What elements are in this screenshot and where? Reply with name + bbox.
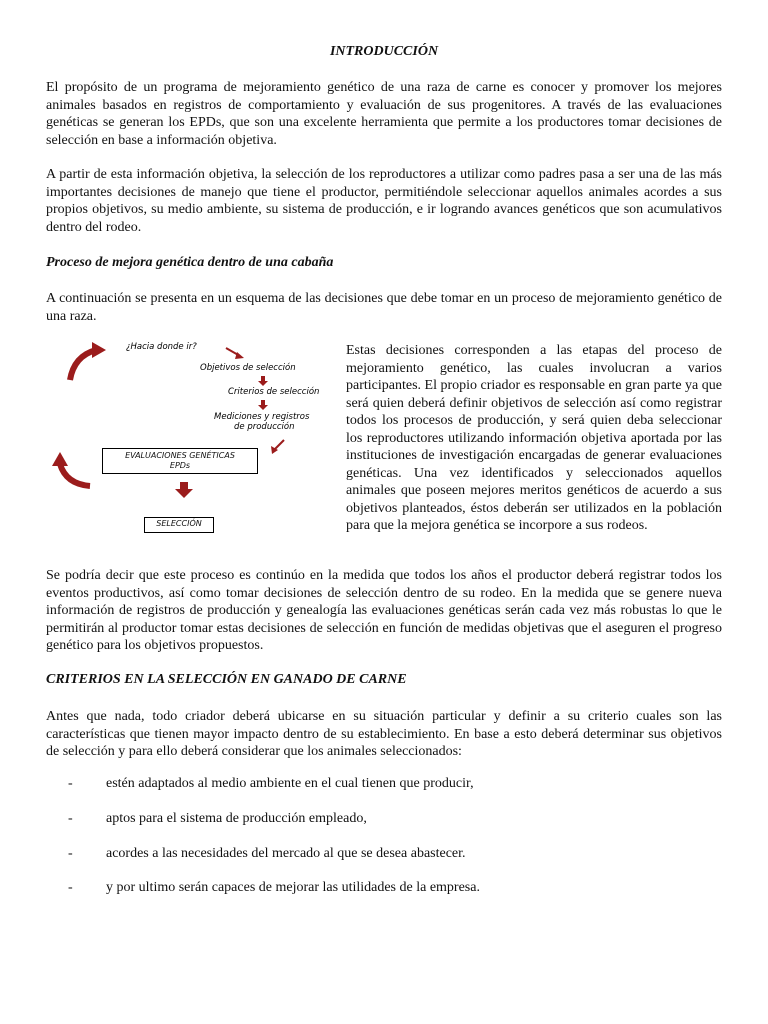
box-evaluaciones xyxy=(102,448,258,474)
paragraph-objective-selection: A partir de esta información objetiva, la selección de los reproductores a utilizar como padres pasa a ser una de las más importantes decisiones de manejo que tiene el productor, permitiéndole seleccionar aquellos animales acordes a sus propios objetivos, su medio ambiente, su sistema de producción, e ir logrando avances genéticos que son acumulativos dentro del rodeo. xyxy=(46,167,722,235)
bullet-marker: - xyxy=(68,776,73,791)
diagram-label-mediciones-2: de producción xyxy=(234,422,295,432)
diagram-label-hacia: ¿Hacia donde ir? xyxy=(126,342,197,352)
diagram-label-criterios: Criterios de selección xyxy=(228,387,320,397)
box-seleccion: SELECCIÓN xyxy=(144,517,214,533)
diagram-label-evaluaciones-1: EVALUACIONES GENÉTICAS xyxy=(125,451,235,460)
list-item: estén adaptados al medio ambiente en el cual tienen que producir, xyxy=(106,776,474,791)
list-item: acordes a las necesidades del mercado al que se desea abastecer. xyxy=(106,846,466,861)
cycle-arrow-bottom-head-icon xyxy=(52,452,68,466)
paragraph-antes-que-nada: Antes que nada, todo criador deberá ubicarse en su situación particular y definir a su criterio cuales son las características que tienen mayor impacto dentro de su establecimiento. En base a esto deberá determinar sus objetivos de selección y para ello deberá considerar que los animales seleccionados: xyxy=(46,709,722,759)
list-item: aptos para el sistema de producción empleado, xyxy=(106,811,367,826)
heading-criterios: CRITERIOS EN LA SELECCIÓN EN GANADO DE CARNE xyxy=(46,672,407,687)
diagram-label-objetivos: Objetivos de selección xyxy=(200,363,296,373)
paragraph-esquema: A continuación se presenta en un esquema de las decisiones que debe tomar en un proceso de mejoramiento genético de una raza. xyxy=(46,291,722,324)
bullet-marker: - xyxy=(68,846,73,861)
bullet-marker: - xyxy=(68,880,73,895)
heading-proceso: Proceso de mejora genética dentro de una cabaña xyxy=(46,255,334,270)
diagram-label-mediciones-1: Mediciones y registros xyxy=(214,412,310,422)
paragraph-proceso-continuo: Se podría decir que este proceso es continúo en la medida que todos los años el productor deberá registrar todos los eventos productivos, así como tomar decisiones de selección dentro de su rodeo. En la medida que se genere nueva información de registros de producción y genealogía las evaluaciones genéticas serán cada vez más robustas lo que le permitirán al productor tomar estas decisiones de selección en función de medidas objetivas que el aseguren el progreso genético para los objetivos propuestos. xyxy=(46,568,722,653)
arrow-evaluaciones-seleccion-icon xyxy=(180,482,188,490)
page-title: INTRODUCCIÓN xyxy=(329,44,439,59)
intro-paragraph: El propósito de un programa de mejoramiento genético de una raza de carne es conocer y promover los mejores animales basados en registros de comportamiento y evaluación de sus progenitores. A través de las evaluaciones genéticas se generan los EPDs, que son una excelente herramienta que permite a los productores tomar decisiones de selección en base a información objetiva. xyxy=(46,80,722,148)
cycle-arrow-top-head-icon xyxy=(92,342,106,358)
selection-process-diagram xyxy=(44,336,334,546)
bullet-marker: - xyxy=(68,811,73,826)
paragraph-decisiones: Estas decisiones corresponden a las etapas del proceso de mejoramiento genético, las cuales involucran a varios participantes. El propio criador es responsable en gran parte ya que será quien deberá definir objetivos de selección así como registrar todos los procesos de producción, y será quien deba seleccionar los reproductores utilizando información objetiva aportada por las instituciones de investigación encargadas de generar evaluaciones genéticas. Una vez identificados y seleccionados aquellos animales que poseen mejores meritos genéticos de acuerdo a sus objetivos planteados, éstos deberán ser utilizados en la población para que la mejora genética se incorpore a sus rodeos. xyxy=(346,343,722,533)
list-item: y por ultimo serán capaces de mejorar las utilidades de la empresa. xyxy=(106,880,480,895)
arrow-mediciones-evaluaciones-icon xyxy=(274,440,284,450)
cycle-arrow-bottom-icon xyxy=(60,464,90,486)
diagram-label-evaluaciones-2: EPDs xyxy=(169,461,191,470)
